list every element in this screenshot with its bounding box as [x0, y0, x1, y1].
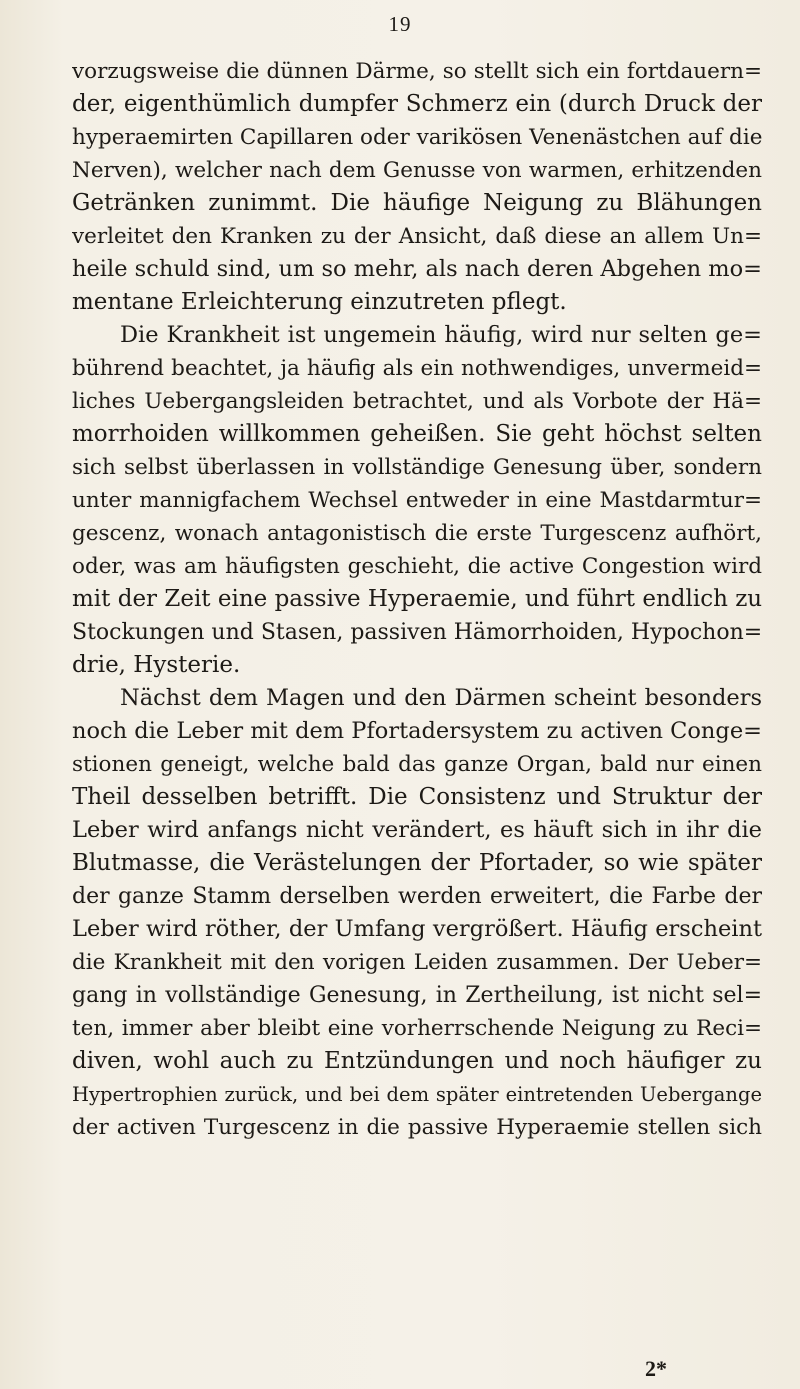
text-line: mit der Zeit eine passive Hyperaemie, und führt endlich zu	[72, 586, 762, 612]
text-line: Theil desselben betrifft. Die Consistenz und Struktur der	[72, 784, 762, 810]
text-line: oder, was am häufigsten geschieht, die active Congestion wird	[72, 554, 762, 579]
body-text	[72, 55, 762, 1144]
text-line: gescenz, wonach antagonistisch die erste Turgescenz aufhört,	[72, 521, 762, 546]
text-line: Hypertrophien zurück, und bei dem später eintretenden Uebergange	[72, 1083, 762, 1106]
text-line: ten, immer aber bleibt eine vorherrschende Neigung zu Reci=	[72, 1016, 762, 1041]
text-line: Die Krankheit ist ungemein häufig, wird nur selten ge=	[120, 322, 762, 348]
page-number: 19	[388, 12, 412, 36]
text-line: noch die Leber mit dem Pfortadersystem zu activen Conge=	[72, 718, 762, 744]
text-line: verleitet den Kranken zu der Ansicht, daß diese an allem Un=	[72, 224, 762, 249]
text-line: drie, Hysterie.	[72, 652, 241, 678]
text-line: der, eigenthümlich dumpfer Schmerz ein (durch Druck der	[72, 91, 762, 117]
text-line: Leber wird röther, der Umfang vergrößert. Häufig erscheint	[72, 916, 762, 942]
text-line: mentane Erleichterung einzutreten pflegt.	[72, 289, 567, 315]
text-line: Blutmasse, die Verästelungen der Pfortader, so wie später	[72, 850, 762, 876]
text-line: der ganze Stamm derselben werden erweitert, die Farbe der	[72, 884, 762, 909]
text-line: diven, wohl auch zu Entzündungen und noch häufiger zu	[72, 1048, 762, 1074]
text-line: hyperaemirten Capillaren oder varikösen Venenästchen auf die	[72, 125, 762, 150]
text-line: die Krankheit mit den vorigen Leiden zusammen. Der Ueber=	[72, 950, 762, 975]
text-line: der activen Turgescenz in die passive Hyperaemie stellen sich	[72, 1115, 762, 1140]
text-line: bührend beachtet, ja häufig als ein nothwendiges, unvermeid=	[72, 356, 762, 381]
text-line: gang in vollständige Genesung, in Zertheilung, ist nicht sel=	[72, 983, 762, 1008]
text-line: Leber wird anfangs nicht verändert, es häuft sich in ihr die	[72, 817, 762, 843]
text-line: morrhoiden willkommen geheißen. Sie geht höchst selten	[72, 421, 762, 447]
text-line: Nächst dem Magen und den Därmen scheint besonders	[120, 685, 762, 711]
text-line: heile schuld sind, um so mehr, als nach deren Abgehen mo=	[72, 256, 762, 282]
text-line: Stockungen und Stasen, passiven Hämorrhoiden, Hypochon=	[72, 620, 762, 645]
text-line: Getränken zunimmt. Die häufige Neigung zu Blähungen	[72, 190, 762, 216]
text-line: Nerven), welcher nach dem Genusse von warmen, erhitzenden	[72, 158, 762, 183]
text-line: stionen geneigt, welche bald das ganze Organ, bald nur einen	[72, 752, 762, 777]
text-line: sich selbst überlassen in vollständige Genesung über, sondern	[72, 455, 762, 480]
text-line: liches Uebergangsleiden betrachtet, und als Vorbote der Hä=	[72, 389, 762, 414]
text-line: unter mannigfachem Wechsel entweder in eine Mastdarmtur=	[72, 488, 762, 513]
text-line: vorzugsweise die dünnen Därme, so stellt sich ein fortdauern=	[72, 59, 762, 84]
signature-mark: 2*	[645, 1356, 667, 1381]
